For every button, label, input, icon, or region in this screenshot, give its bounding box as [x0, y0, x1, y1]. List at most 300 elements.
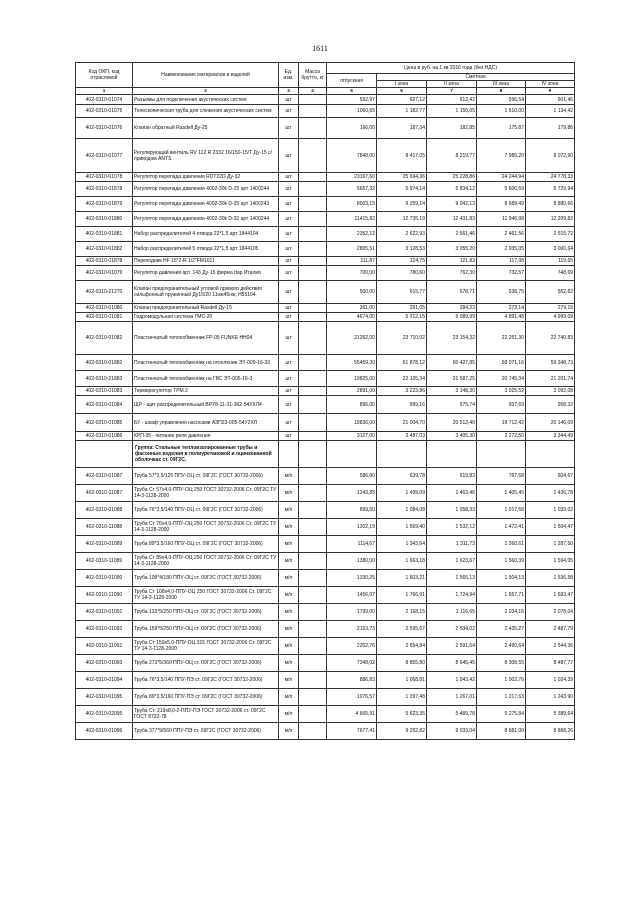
- table-header: [76, 63, 575, 95]
- row-unit: м/п: [279, 638, 299, 655]
- column-number: 4: [299, 88, 327, 95]
- row-code: 402-0310-01089: [76, 536, 133, 553]
- header-release: отпускная: [327, 74, 377, 88]
- row-zone3-price: 24 244,94: [477, 173, 526, 182]
- column-number: 6: [377, 88, 427, 95]
- row-code: 402-0310-01086: [76, 432, 133, 441]
- table-row: [76, 322, 575, 355]
- row-mass: [299, 468, 327, 485]
- row-unit: шт: [279, 281, 299, 304]
- header-zone-1: I зона: [377, 81, 427, 88]
- row-zone1-price: 12 735,19: [377, 212, 427, 227]
- row-zone2-price: 121,83: [427, 257, 477, 266]
- row-zone2-price: 3 405,30: [427, 432, 477, 441]
- row-zone3-price: 937,69: [477, 396, 526, 414]
- row-zone3-price: 8 308,55: [477, 655, 526, 672]
- row-zone3-price: 8 689,49: [477, 197, 526, 212]
- row-mass: [299, 587, 327, 604]
- table-row: [76, 105, 575, 118]
- row-zone1-price: 780,60: [377, 266, 427, 281]
- row-zone1-price: 9 259,14: [377, 197, 427, 212]
- row-code: 402-0310-01080: [76, 304, 133, 313]
- row-name: Клапан обратный Rasdell Ду-25: [133, 118, 279, 139]
- row-zone1-price: 3 223,86: [377, 387, 427, 396]
- row-release-price: 1456,07: [327, 587, 377, 604]
- row-unit: шт: [279, 432, 299, 441]
- row-zone1-price: 21 004,70: [377, 414, 427, 432]
- row-zone3-price: 3 025,52: [477, 387, 526, 396]
- row-mass: [299, 553, 327, 570]
- column-number: 3: [279, 88, 299, 95]
- row-mass: [299, 414, 327, 432]
- row-release-price: 2202,76: [327, 638, 377, 655]
- row-release-price: 2352,12: [327, 227, 377, 242]
- row-mass: [299, 118, 327, 139]
- row-code: 402-0310-01092: [76, 621, 133, 638]
- group-empty-cell: [477, 441, 526, 468]
- row-unit: м/п: [279, 723, 299, 740]
- row-name: Регулятор перепада давления RDT22D Ду-32: [133, 173, 279, 182]
- table-row: [76, 468, 575, 485]
- row-zone1-price: 639,78: [377, 468, 427, 485]
- group-empty-cell: [299, 441, 327, 468]
- row-zone1-price: 187,34: [377, 118, 427, 139]
- column-number: 5: [327, 88, 377, 95]
- row-zone3-price: 3 272,50: [477, 432, 526, 441]
- table-row: [76, 485, 575, 502]
- row-zone3-price: 7 989,20: [477, 139, 526, 173]
- row-name: Труба 57*3,5/125 ППУ-ОЦ ст. 09Г2С (ГОСТ 30732-2006): [133, 468, 279, 485]
- row-code: 402-0310-02095: [76, 706, 133, 723]
- row-zone2-price: 1 058,33: [427, 502, 477, 519]
- row-code: 402-0310-01878: [76, 257, 133, 266]
- row-name: Регулятор перепада давления 4002-30k D-15 арт 1400244: [133, 182, 279, 197]
- row-unit: м/п: [279, 655, 299, 672]
- row-zone2-price: 1 565,13: [427, 570, 477, 587]
- row-release-price: 1114,67: [327, 536, 377, 553]
- row-mass: [299, 313, 327, 322]
- row-zone4-price: 22 740,83: [526, 322, 575, 355]
- row-release-price: 4 665,91: [327, 706, 377, 723]
- row-name: Набор распределителей 4 отвода 22*1,5 арт 1844104: [133, 227, 279, 242]
- group-header-row: [76, 441, 575, 468]
- table-row: [76, 197, 575, 212]
- row-zone4-price: 5 729,94: [526, 182, 575, 197]
- row-zone4-price: 179,86: [526, 118, 575, 139]
- table-row: [76, 570, 575, 587]
- row-release-price: 896,00: [327, 396, 377, 414]
- row-release-price: 592,97: [327, 95, 377, 105]
- row-mass: [299, 621, 327, 638]
- row-zone1-price: 1 569,40: [377, 519, 427, 536]
- row-zone1-price: 627,12: [377, 95, 427, 105]
- row-zone1-price: 291,05: [377, 304, 427, 313]
- row-zone2-price: 762,30: [427, 266, 477, 281]
- row-zone3-price: 273,14: [477, 304, 526, 313]
- row-zone3-price: 4 891,48: [477, 313, 526, 322]
- row-zone3-price: 1 472,41: [477, 519, 526, 536]
- row-release-price: 19825,00: [327, 371, 377, 387]
- row-zone4-price: 3 092,08: [526, 387, 575, 396]
- row-zone4-price: 20 146,09: [526, 414, 575, 432]
- row-zone2-price: 12 431,83: [427, 212, 477, 227]
- row-unit: м/п: [279, 468, 299, 485]
- row-mass: [299, 396, 327, 414]
- table-row: [76, 173, 575, 182]
- row-name: Труба 377*9/560 ППУ-ПЭ ст. 09Г2С (ГОСТ 30732-2006): [133, 723, 279, 740]
- row-name: Труба 76*3,5/140 ППУ-ПЭ ст. 09Г2С (ГОСТ 30732-2006): [133, 672, 279, 689]
- row-name: Труба 89*3,5/160 ППУ-ОЦ ст. 09Г2С (ГОСТ 30732-2006): [133, 536, 279, 553]
- row-name: Клапан предохранительный Rasdell Ду-15: [133, 304, 279, 313]
- row-zone2-price: 1 532,12: [427, 519, 477, 536]
- row-unit: шт: [279, 304, 299, 313]
- table-row: [76, 502, 575, 519]
- row-unit: шт: [279, 322, 299, 355]
- row-zone3-price: 8 681,00: [477, 723, 526, 740]
- row-release-price: 1076,57: [327, 689, 377, 706]
- row-zone4-price: 3 344,49: [526, 432, 575, 441]
- table-row: [76, 304, 575, 313]
- row-release-price: 11415,82: [327, 212, 377, 227]
- row-mass: [299, 689, 327, 706]
- row-code: 402-0310-11088: [76, 519, 133, 536]
- row-name: БУ - шкаф управления насосами АЗП23-005-54У2ХЛ: [133, 414, 279, 432]
- row-code: 402-0310-01882: [76, 242, 133, 257]
- row-zone1-price: 23 710,02: [377, 322, 427, 355]
- row-zone1-price: 22 105,34: [377, 371, 427, 387]
- group-code-cell: [76, 441, 133, 468]
- row-mass: [299, 266, 327, 281]
- row-zone4-price: 1 287,50: [526, 536, 575, 553]
- row-zone3-price: 2 490,64: [477, 638, 526, 655]
- row-zone3-price: 2 034,16: [477, 604, 526, 621]
- row-zone2-price: 9 033,04: [427, 723, 477, 740]
- row-zone2-price: 578,71: [427, 281, 477, 304]
- row-zone1-price: 1 766,91: [377, 587, 427, 604]
- row-code: 402-0310-01076: [76, 118, 133, 139]
- row-zone3-price: 22 251,30: [477, 322, 526, 355]
- row-zone3-price: 2 935,05: [477, 242, 526, 257]
- row-zone2-price: 8 645,45: [427, 655, 477, 672]
- row-mass: [299, 655, 327, 672]
- table-row: [76, 638, 575, 655]
- row-unit: шт: [279, 387, 299, 396]
- row-zone2-price: 5 489,78: [427, 706, 477, 723]
- table-row: [76, 313, 575, 322]
- row-zone4-price: 601,46: [526, 95, 575, 105]
- row-zone3-price: 11 946,98: [477, 212, 526, 227]
- row-mass: [299, 570, 327, 587]
- row-zone4-price: 2 487,79: [526, 621, 575, 638]
- row-code: 402-0310-01094: [76, 672, 133, 689]
- row-zone4-price: 1 243,90: [526, 689, 575, 706]
- row-name: Переходник HF 16*2-R 1/2"FM1011: [133, 257, 279, 266]
- row-zone1-price: 61 878,12: [377, 355, 427, 371]
- row-unit: шт: [279, 227, 299, 242]
- row-zone2-price: 5 089,99: [427, 313, 477, 322]
- row-mass: [299, 485, 327, 502]
- row-unit: шт: [279, 139, 299, 173]
- row-unit: шт: [279, 266, 299, 281]
- row-zone2-price: 20 512,40: [427, 414, 477, 432]
- row-code: 402-0310-01087: [76, 468, 133, 485]
- header-zone-3: III зона: [477, 81, 526, 88]
- row-zone4-price: 1 594,05: [526, 553, 575, 570]
- row-zone2-price: 23 154,32: [427, 322, 477, 355]
- row-name: Регулятор перепада давления 4002-30k D-25 арт 1400243: [133, 197, 279, 212]
- row-zone1-price: 9 252,82: [377, 723, 427, 740]
- row-zone3-price: 1 002,76: [477, 672, 526, 689]
- table-row: [76, 212, 575, 227]
- table-row: [76, 371, 575, 387]
- header-code: Код ОКП, код отраслевой: [76, 63, 133, 88]
- row-code: 402-0310-01088: [76, 502, 133, 519]
- row-unit: м/п: [279, 502, 299, 519]
- row-zone2-price: 9 042,13: [427, 197, 477, 212]
- row-zone3-price: 1 657,71: [477, 587, 526, 604]
- row-mass: [299, 182, 327, 197]
- row-zone4-price: 1 436,78: [526, 485, 575, 502]
- row-mass: [299, 242, 327, 257]
- row-name: КРП-35 - питание реле давления: [133, 432, 279, 441]
- row-release-price: 2153,73: [327, 621, 377, 638]
- row-zone3-price: 5 606,59: [477, 182, 526, 197]
- row-zone3-price: 1 217,63: [477, 689, 526, 706]
- row-zone2-price: 60 427,85: [427, 355, 477, 371]
- row-unit: м/п: [279, 570, 299, 587]
- row-zone4-price: 1 024,39: [526, 672, 575, 689]
- row-unit: шт: [279, 313, 299, 322]
- row-zone1-price: 1 343,64: [377, 536, 427, 553]
- row-name: Регулирующий вентиль RV 112 R 2332 16/150-15/Т Ду-15 с/приводом ANTS: [133, 139, 279, 173]
- table-row: [76, 257, 575, 266]
- row-release-price: 1799,00: [327, 604, 377, 621]
- row-release-price: 1380,00: [327, 553, 377, 570]
- header-estimate: Сметная: [377, 74, 575, 81]
- row-zone2-price: 3 148,30: [427, 387, 477, 396]
- row-release-price: 7848,00: [327, 139, 377, 173]
- row-code: 402-0310-01078: [76, 173, 133, 182]
- row-unit: шт: [279, 371, 299, 387]
- table-row: [76, 396, 575, 414]
- header-mass: Масса брутто, кг: [299, 63, 327, 88]
- row-mass: [299, 304, 327, 313]
- row-zone1-price: 8 855,80: [377, 655, 427, 672]
- row-mass: [299, 227, 327, 242]
- group-empty-cell: [526, 441, 575, 468]
- row-mass: [299, 173, 327, 182]
- row-zone4-price: 8 868,26: [526, 723, 575, 740]
- row-code: 402-0310-01878: [76, 182, 133, 197]
- row-release-price: 2805,51: [327, 242, 377, 257]
- row-code: 402-0310-01090: [76, 570, 133, 587]
- row-zone3-price: 1 560,39: [477, 553, 526, 570]
- table-row: [76, 281, 575, 304]
- row-mass: [299, 197, 327, 212]
- row-code: 402-0310-01085: [76, 414, 133, 432]
- row-name: Клапан предохранительный угловой прямого действия сильфонный пружинный Ду15/20 11нж45нж; Н55104: [133, 281, 279, 304]
- row-zone2-price: 1 043,42: [427, 672, 477, 689]
- row-zone2-price: 5 834,12: [427, 182, 477, 197]
- column-number-row: [76, 88, 575, 95]
- table-row: [76, 604, 575, 621]
- row-mass: [299, 257, 327, 266]
- row-unit: шт: [279, 118, 299, 139]
- row-zone2-price: 2 591,64: [427, 638, 477, 655]
- row-unit: шт: [279, 212, 299, 227]
- row-zone2-price: 975,74: [427, 396, 477, 414]
- row-release-price: 23167,60: [327, 173, 377, 182]
- row-release-price: 500,00: [327, 281, 377, 304]
- column-number: 2: [133, 88, 279, 95]
- group-empty-cell: [427, 441, 477, 468]
- row-code: 402-0310-01096: [76, 723, 133, 740]
- group-section: [76, 441, 575, 468]
- row-zone1-price: 1 084,08: [377, 502, 427, 519]
- row-zone3-price: 5 275,84: [477, 706, 526, 723]
- row-code: 402-0310-11087: [76, 485, 133, 502]
- row-unit: шт: [279, 173, 299, 182]
- row-name: Труба Ст 76х4,0-ППУ-ОЦ 250 ГОСТ 30732-2006 Ст. 09Г2С ТУ 14-3-1128-2000: [133, 519, 279, 536]
- row-unit: шт: [279, 257, 299, 266]
- row-zone1-price: 3 487,03: [377, 432, 427, 441]
- row-zone3-price: 20 745,34: [477, 371, 526, 387]
- table-row: [76, 95, 575, 105]
- row-release-price: 886,83: [327, 672, 377, 689]
- table-row: [76, 118, 575, 139]
- row-zone3-price: 538,75: [477, 281, 526, 304]
- row-code: 402-0310-21883: [76, 371, 133, 387]
- row-release-price: 8003,15: [327, 197, 377, 212]
- row-code: 402-0310-01095: [76, 689, 133, 706]
- table-row: [76, 387, 575, 396]
- row-code: 402-0310-11090: [76, 587, 133, 604]
- row-zone4-price: 21 201,74: [526, 371, 575, 387]
- row-unit: шт: [279, 396, 299, 414]
- table-row: [76, 182, 575, 197]
- row-zone1-price: 2 622,93: [377, 227, 427, 242]
- row-zone4-price: 8 880,66: [526, 197, 575, 212]
- row-zone2-price: 1 155,05: [427, 105, 477, 118]
- row-unit: м/п: [279, 621, 299, 638]
- row-zone2-price: 2 116,65: [427, 604, 477, 621]
- row-name: Труба Ст 159х5,0-ППУ-ОЦ 315 ГОСТ 30732-2006 Ст. 09Г2С ТУ 14-3-1128-2000: [133, 638, 279, 655]
- row-unit: шт: [279, 414, 299, 432]
- row-name: Труба 159*5/250 ППУ-ОЦ ст. 09Г2С (ГОСТ 30732-2006): [133, 621, 279, 638]
- page-number: 1611: [312, 44, 328, 53]
- row-mass: [299, 95, 327, 105]
- row-zone4-price: 2 078,04: [526, 604, 575, 621]
- table-row: [76, 139, 575, 173]
- row-name: Труба 273*5/360 ППУ-ОЦ ст. 09Г2С (ГОСТ 30732-2006): [133, 655, 279, 672]
- row-unit: шт: [279, 182, 299, 197]
- row-zone4-price: 1 536,58: [526, 570, 575, 587]
- row-release-price: 18836,00: [327, 414, 377, 432]
- row-code: 402-0310-01084: [76, 396, 133, 414]
- row-mass: [299, 322, 327, 355]
- row-mass: [299, 536, 327, 553]
- row-zone1-price: 5 974,14: [377, 182, 427, 197]
- header-zone-4: IV зона: [526, 81, 575, 88]
- row-zone4-price: 5 389,64: [526, 706, 575, 723]
- table-row: [76, 242, 575, 257]
- row-zone3-price: 2 435,27: [477, 621, 526, 638]
- row-zone3-price: 2 461,56: [477, 227, 526, 242]
- table-row: [76, 355, 575, 371]
- row-zone1-price: 2 654,84: [377, 638, 427, 655]
- row-zone1-price: 1 499,09: [377, 485, 427, 502]
- row-zone2-price: 1 724,94: [427, 587, 477, 604]
- column-number: 8: [477, 88, 526, 95]
- row-zone4-price: 279,15: [526, 304, 575, 313]
- row-release-price: 700,00: [327, 266, 377, 281]
- row-zone1-price: 1 663,18: [377, 553, 427, 570]
- row-name: Труба Ст 108х4,0-ППУ-ОЦ 250 ГОСТ 30732-2006 Ст. 09Г2С ТУ 14-3-1128-2000: [133, 587, 279, 604]
- row-zone3-price: 117,08: [477, 257, 526, 266]
- table-body-equipment: [76, 95, 575, 441]
- row-zone1-price: 1 297,48: [377, 689, 427, 706]
- row-zone1-price: 2 168,15: [377, 604, 427, 621]
- row-zone4-price: 24 778,33: [526, 173, 575, 182]
- row-zone1-price: 124,75: [377, 257, 427, 266]
- row-code: 402-0310-01091: [76, 604, 133, 621]
- row-name: Труба 133*5/250 ППУ-ОЦ ст. 09Г2С (ГОСТ 30732-2006): [133, 604, 279, 621]
- row-zone1-price: 615,77: [377, 281, 427, 304]
- row-zone2-price: 1 463,46: [427, 485, 477, 502]
- row-zone4-price: 8 487,77: [526, 655, 575, 672]
- row-zone2-price: 619,83: [427, 468, 477, 485]
- table-row: [76, 536, 575, 553]
- row-zone2-price: 25 228,86: [427, 173, 477, 182]
- row-zone2-price: 612,42: [427, 95, 477, 105]
- row-zone1-price: 5 212,15: [377, 313, 427, 322]
- row-zone2-price: 3 055,20: [427, 242, 477, 257]
- row-name: Терморегулятор TPM 2: [133, 387, 279, 396]
- row-mass: [299, 355, 327, 371]
- row-zone2-price: 21 587,25: [427, 371, 477, 387]
- row-name: Набор распределителей 5 отвода 22*1,5 арт 1844105: [133, 242, 279, 257]
- row-code: 402-0310-01081: [76, 313, 133, 322]
- row-zone1-price: 5 623,35: [377, 706, 427, 723]
- row-zone3-price: 596,54: [477, 95, 526, 105]
- row-mass: [299, 638, 327, 655]
- row-release-price: 261,00: [327, 304, 377, 313]
- row-zone2-price: 284,23: [427, 304, 477, 313]
- row-release-price: 7677,41: [327, 723, 377, 740]
- column-number: 9: [526, 88, 575, 95]
- row-zone2-price: 2 561,46: [427, 227, 477, 242]
- row-mass: [299, 723, 327, 740]
- row-unit: м/п: [279, 553, 299, 570]
- row-zone2-price: 8 219,77: [427, 139, 477, 173]
- row-zone4-price: 748,69: [526, 266, 575, 281]
- row-zone4-price: 59 348,73: [526, 355, 575, 371]
- row-mass: [299, 706, 327, 723]
- row-unit: м/п: [279, 672, 299, 689]
- row-code: 402-0310-01879: [76, 197, 133, 212]
- row-mass: [299, 212, 327, 227]
- row-unit: м/п: [279, 604, 299, 621]
- row-name: Пластинчатый теплообменник на отопление ЭТ-009-16-33: [133, 355, 279, 371]
- row-code: 402-0310-01083: [76, 387, 133, 396]
- row-unit: шт: [279, 197, 299, 212]
- row-zone1-price: 25 694,36: [377, 173, 427, 182]
- row-release-price: 7348,02: [327, 655, 377, 672]
- row-unit: м/п: [279, 587, 299, 604]
- row-release-price: 166,00: [327, 118, 377, 139]
- row-code: 402-0310-01881: [76, 227, 133, 242]
- table-row: [76, 227, 575, 242]
